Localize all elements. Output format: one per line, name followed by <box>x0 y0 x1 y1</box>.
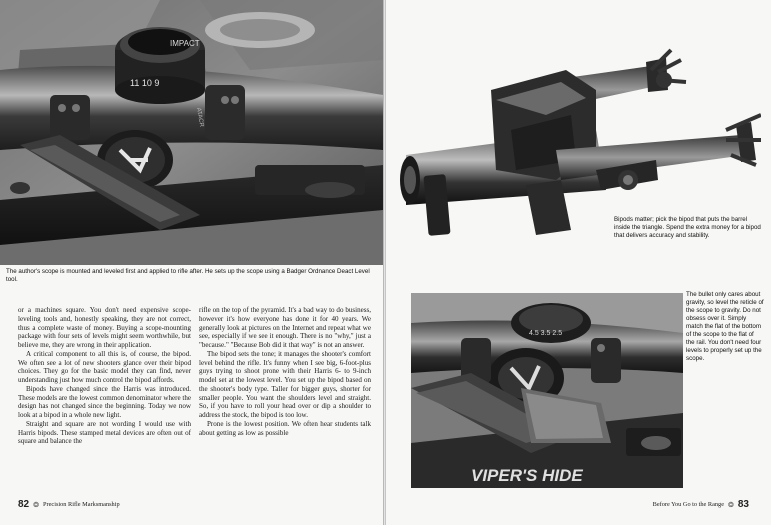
folio-title: Before You Go to the Range <box>652 501 724 508</box>
right-page <box>386 0 771 525</box>
folio-bullet-icon: ❂ <box>728 500 734 509</box>
scope-level-image <box>411 293 683 488</box>
turret-numbers: 11 10 9 <box>130 78 160 88</box>
paragraph: rifle on the top of the pyramid. It's a bad way to do business, however it's how everyone has done it for 40 years. We generally look at pictures on the Internet and repeat what we see, especially if we see it enough. There is no "why," just a "because." "Because Bob did it that way" is not an answer. <box>199 306 371 349</box>
page-number: 82 <box>18 499 30 510</box>
scope-photo <box>0 0 383 265</box>
paragraph: Prone is the lowest position. We often hear students talk about getting as low as possible <box>199 419 371 437</box>
paragraph: A critical component to all this is, of course, the bipod. We often see a lot of new shooters glance over their bipod choices. They go for the basic model they can find, never understanding just how much control the bipod affords. <box>18 349 191 384</box>
right-folio <box>653 499 749 510</box>
scope-level-photo <box>411 293 683 488</box>
folio-title: Precision Rifle Marksmanship <box>43 501 120 508</box>
turret-text: IMPACT <box>170 39 200 48</box>
paragraph: Bipods have changed since the Harris was introduced. These models are the lowest common denominator where the design has not changed since the beginning. Today we now look at a bipod in a whole new light. <box>18 384 191 419</box>
left-page <box>0 0 383 525</box>
mat-brand: VIPER'S HIDE <box>471 466 583 485</box>
folio-bullet-icon: ❂ <box>33 500 39 509</box>
paragraph: Straight and square are not wording I would use with Harris bipods. These stamped metal devices are often out of square and balance the <box>18 419 191 446</box>
paragraph: or a machines square. You don't need expensive scope-leveling tools and, honestly speaking, they are not correct, thus a complete waste of money. Buying a scope-mounting package with four sets of levels might seem worthwhile, but believe me, they are wrong in their application. <box>18 306 191 349</box>
left-column-1 <box>18 306 191 446</box>
left-photo-caption: The author's scope is mounted and leveled first and applied to rifle after. He sets up the scope using a Badger Ordnance Deact Level tool. <box>6 268 370 283</box>
page-number: 83 <box>737 499 749 510</box>
bipod-caption: Bipods matter; pick the bipod that puts the barrel inside the triangle. Spend the extra money for a bipod that delivers accuracy and stability. <box>614 216 761 239</box>
turret-numbers: 4.5 3.5 2.5 <box>529 330 563 337</box>
scope-model: ATACR <box>195 107 205 128</box>
left-folio <box>18 499 120 510</box>
scope-level-caption: The bullet only cares about gravity, so level the reticle of the scope to gravity. Do not obsess over it. Simply match the flat of the bottom of the scope to the flat of the rail. You don't need four levels to properly set up the scope. <box>686 291 764 362</box>
paragraph: The bipod sets the tone; it manages the shooter's comfort level behind the rifle. It's funny when I see big, 6-foot-plus guys trying to shoot prone with their Harris 6- to 9-inch model set at the lowest level. You set up the bipod based on the shooter's body type. Taller for bigger guys, shorter for smaller people. You want the shoulders level and straight. So, if you have to roll your head over or dip a shoulder to address the stock, the bipod is too low. <box>199 349 371 419</box>
left-column-2 <box>199 306 371 437</box>
scope-image <box>0 0 383 265</box>
